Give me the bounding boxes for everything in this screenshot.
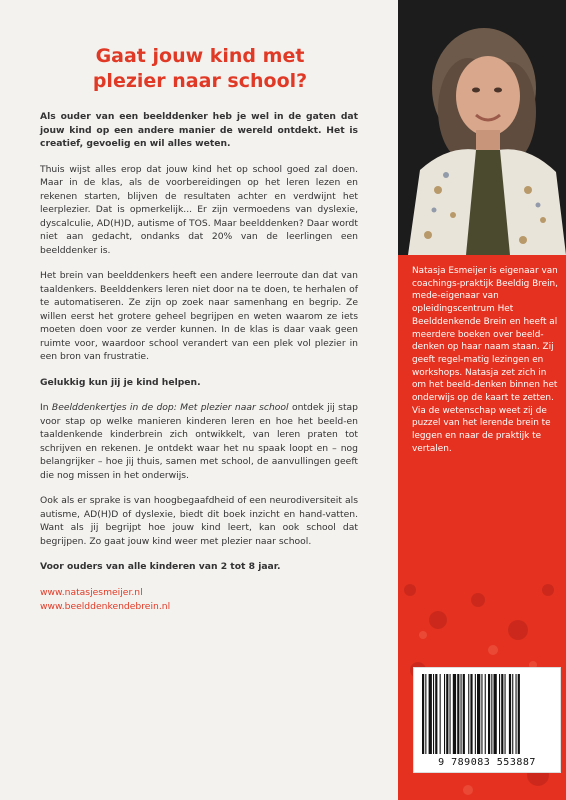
website-links xyxy=(40,586,358,614)
barcode-bar xyxy=(518,674,520,754)
barcode-bar xyxy=(505,674,506,754)
barcode-bar xyxy=(488,674,490,754)
author-bio: Natasja Esmeijer is eigenaar van coachings-praktijk Beeldig Brein, mede-eigenaar van opleidingscentrum Het Beelddenkende Brein en heeft al meerdere boeken over beeld-denken op haar naam staan. Zij geeft regel-matig lezingen en workshops. Natasja zet zich in om het beeld-denken binnen het onderwijs op de kaart te zetten. Via de wetenschap weet zij de puzzel van het lerende brein te leggen en naar de praktijk te vertalen. xyxy=(412,266,558,454)
paragraph-2: Het brein van beelddenkers heeft een andere leerroute dan dat van taaldenkers. Beelddenkers leren niet door na te doen, te herhalen of te automatiseren. Ze zijn op zoek naar samenhang en begrip. Ze willen eerst het grotere geheel begrijpen en weten waarom ze iets moeten doen voor ze verder kunnen. In de klas is daar vaak geen ruimte voor, waardoor school verandert van een plek vol plezier in een bron van frustratie. xyxy=(40,270,358,362)
barcode-bar xyxy=(475,674,476,754)
barcode-bar xyxy=(494,674,497,754)
link-natasjesmeijer[interactable]: www.natasjesmeijer.nl xyxy=(40,586,143,598)
isbn-number: 9 789083 553887 xyxy=(438,757,536,768)
paragraph-6: Voor ouders van alle kinderen van 2 tot 8 jaar. xyxy=(40,561,281,572)
cover-headline xyxy=(40,44,360,94)
barcode-bar xyxy=(422,674,424,754)
p4-rest: ontdek jij stap voor stap op welke manieren kinderen leren en hoe het beeld-en taaldenkende kinderbrein zich ontwikkelt, van leren praten tot schrijven en rekenen. Je ontdekt waar het nu spaak loopt en – nog belangrijker – hoe jij thuis, samen met school, de aanvullingen geeft die nog missen in het onderwijs. xyxy=(40,402,359,481)
author-portrait-illustration xyxy=(398,0,566,255)
barcode-bar xyxy=(425,674,426,754)
paragraph-1: Thuis wijst alles erop dat jouw kind het op school goed zal doen. Maar in de klas, als de voorbereidingen op het leren lezen en rekenen starten, blijven de resultaten achter en verdwijnt het leerplezier. Dat is opmerkelijk... Er zijn vermoedens van dyslexie, dyscalculie, AD(H)D, autisme of TOS. Maar beelddenken? Daar wordt niet aan gedacht, ondanks dat 20% van de leerlingen een beelddenker is. xyxy=(40,163,358,256)
barcode-bars xyxy=(420,674,554,754)
barcode-bar xyxy=(457,674,459,754)
paragraph-4 xyxy=(40,401,358,482)
barcode-bar xyxy=(461,674,462,754)
intro-paragraph: Als ouder van een beelddenker heb je wel in de gaten dat jouw kind op een andere manier de wereld ontdekt. Het is creatief, gevoelig en wil alles weten. xyxy=(40,111,358,149)
barcode-bar xyxy=(468,674,469,754)
barcode-bar xyxy=(481,674,482,754)
barcode-bar xyxy=(491,674,492,754)
barcode-bar xyxy=(429,674,432,754)
paragraph-5: Ook als er sprake is van hoogbegaafdheid of een neurodiversiteit als autisme, AD(H)D of dyslexie, biedt dit boek inzicht en hand-vatten. Want als jij begrijpt hoe jouw kind leert, kan ook school dat begrijpen. Zo gaat jouw kind weer met plezier naar school. xyxy=(40,495,358,547)
barcode-bar xyxy=(435,674,437,754)
blurb xyxy=(40,110,358,614)
barcode-bar xyxy=(501,674,503,754)
barcode-bar xyxy=(485,674,486,754)
barcode-bar xyxy=(470,674,472,754)
p4-prefix: In xyxy=(40,402,52,413)
barcode-bar xyxy=(477,674,480,754)
author-photo xyxy=(398,0,566,255)
headline-line-1: Gaat jouw kind met xyxy=(95,45,305,67)
book-title: Beelddenkertjes in de dop: Met plezier naar school xyxy=(51,402,289,413)
barcode-bar xyxy=(509,674,511,754)
barcode-bar xyxy=(463,674,465,754)
barcode-bar xyxy=(446,674,448,754)
barcode-bar xyxy=(516,674,517,754)
barcode-bar xyxy=(450,674,451,754)
paragraph-3: Gelukkig kun jij je kind helpen. xyxy=(40,376,201,388)
headline-line-2: plezier naar school? xyxy=(92,70,308,92)
barcode-bar xyxy=(512,674,513,754)
barcode-bar xyxy=(433,674,434,754)
barcode-bar xyxy=(499,674,500,754)
barcode-bar xyxy=(444,674,445,754)
barcode-bar xyxy=(440,674,441,754)
link-beelddenkendebrein[interactable]: www.beelddenkendebrein.nl xyxy=(40,600,171,612)
barcode-bar xyxy=(453,674,456,754)
isbn-barcode xyxy=(413,667,561,773)
